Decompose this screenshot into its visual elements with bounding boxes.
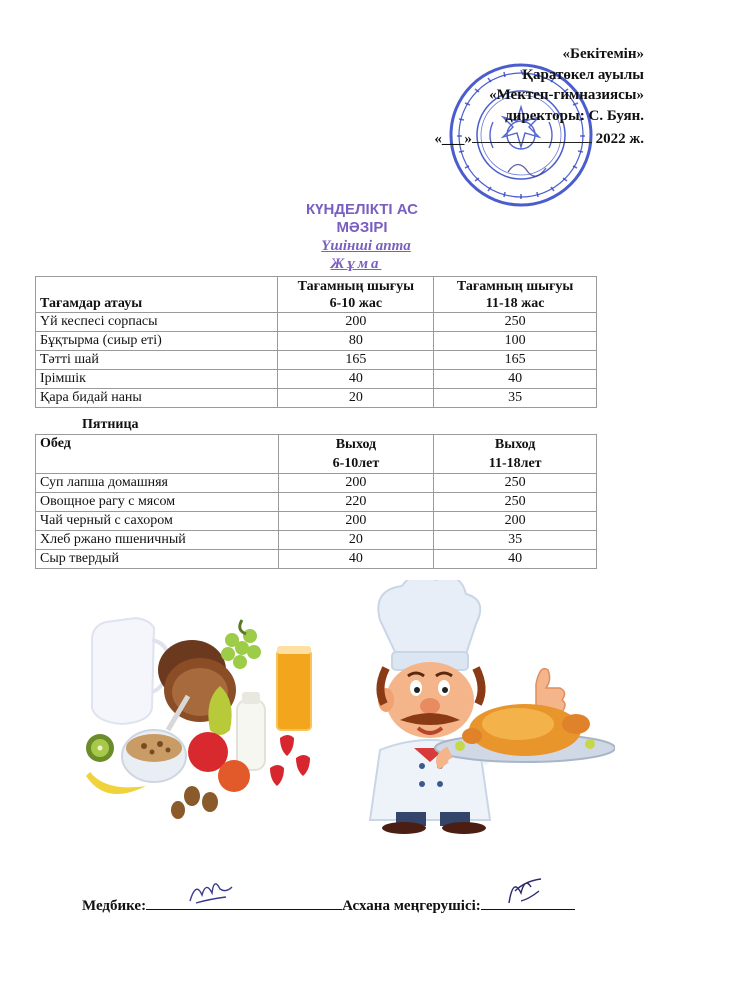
table-row [36,389,597,408]
nurse-label: Медбике: [82,898,147,914]
nurse-signature-field [146,895,342,910]
portion-6-10: 40 [278,370,434,389]
table-row [36,332,597,351]
menu-table-russian [35,434,597,569]
portion-6-10: 200 [278,474,434,493]
dish-name: Овощное рагу с мясом [36,493,279,512]
portion-11-18: 250 [434,474,597,493]
portion-11-18: 100 [434,332,597,351]
table-header-row [36,277,597,313]
dish-name: Тәтті шай [36,351,278,370]
menu-title-line2: МӘЗІРІ [336,219,388,236]
header-portion-6-10: Тағамның шығуы 6-10 жас [278,277,434,313]
table-row [36,493,597,512]
menu-title-line1: КҮНДЕЛІКТІ АС [305,201,419,218]
portion-6-10: 200 [278,313,434,332]
canteen-manager-signature-field [481,895,575,910]
nurse-signature [186,877,236,909]
portion-11-18: 250 [434,313,597,332]
approval-school: «Мектеп-гимназиясы» [489,87,644,103]
signature-line [82,895,575,915]
dish-name: Суп лапша домашняя [36,474,279,493]
portion-6-10: 20 [278,531,434,550]
dish-name: Ірімшік [36,370,278,389]
portion-11-18: 40 [434,550,597,569]
approval-title: «Бекітемін» [562,46,644,62]
portion-6-10: 40 [278,550,434,569]
approval-director: директоры: С. Буян. [505,107,644,124]
dish-name: Бұқтырма (сиыр еті) [36,332,278,351]
table-row [36,512,597,531]
approval-date-blank [472,130,592,143]
dish-name: Қара бидай наны [36,389,278,408]
friday-label: Пятница [82,417,139,432]
table-row [36,313,597,332]
table-row [36,474,597,493]
approval-block [434,44,644,150]
portion-6-10: 80 [278,332,434,351]
portion-6-10: 220 [278,493,434,512]
menu-day: Жұма [330,256,382,272]
portion-6-10: 200 [278,512,434,531]
approval-date-year: 2022 ж. [595,131,644,147]
portion-11-18: 35 [434,389,597,408]
header-lunch: Обед [36,435,279,474]
table-row [36,370,597,389]
dish-name: Чай черный с сахором [36,512,279,531]
approval-date [434,129,644,150]
dish-name: Хлеб ржано пшеничный [36,531,279,550]
portion-6-10: 165 [278,351,434,370]
header-dish-name: Тағамдар атауы [36,277,278,313]
healthy-food-illustration [82,580,337,835]
canteen-manager-label: Асхана меңгерушісі: [342,898,481,914]
table-header-row [36,435,597,474]
approval-village: Қаратөкел ауылы [522,66,644,83]
portion-11-18: 35 [434,531,597,550]
portion-6-10: 20 [278,389,434,408]
dish-name: Үй кеспесі сорпасы [36,313,278,332]
portion-11-18: 165 [434,351,597,370]
dish-name: Сыр твердый [36,550,279,569]
approval-date-day: «___» [434,131,472,147]
header-yield-11-18: Выход 11-18лет [434,435,597,474]
menu-table-kazakh [35,276,597,408]
header-portion-11-18: Тағамның шығуы 11-18 жас [434,277,597,313]
table-row [36,550,597,569]
table-row [36,531,597,550]
chef-illustration [340,580,615,835]
table-row [36,351,597,370]
portion-11-18: 200 [434,512,597,531]
portion-11-18: 250 [434,493,597,512]
portion-11-18: 40 [434,370,597,389]
menu-week: Үшінші апта [321,238,411,254]
header-yield-6-10: Выход 6-10лет [278,435,434,474]
canteen-manager-signature [501,873,549,909]
